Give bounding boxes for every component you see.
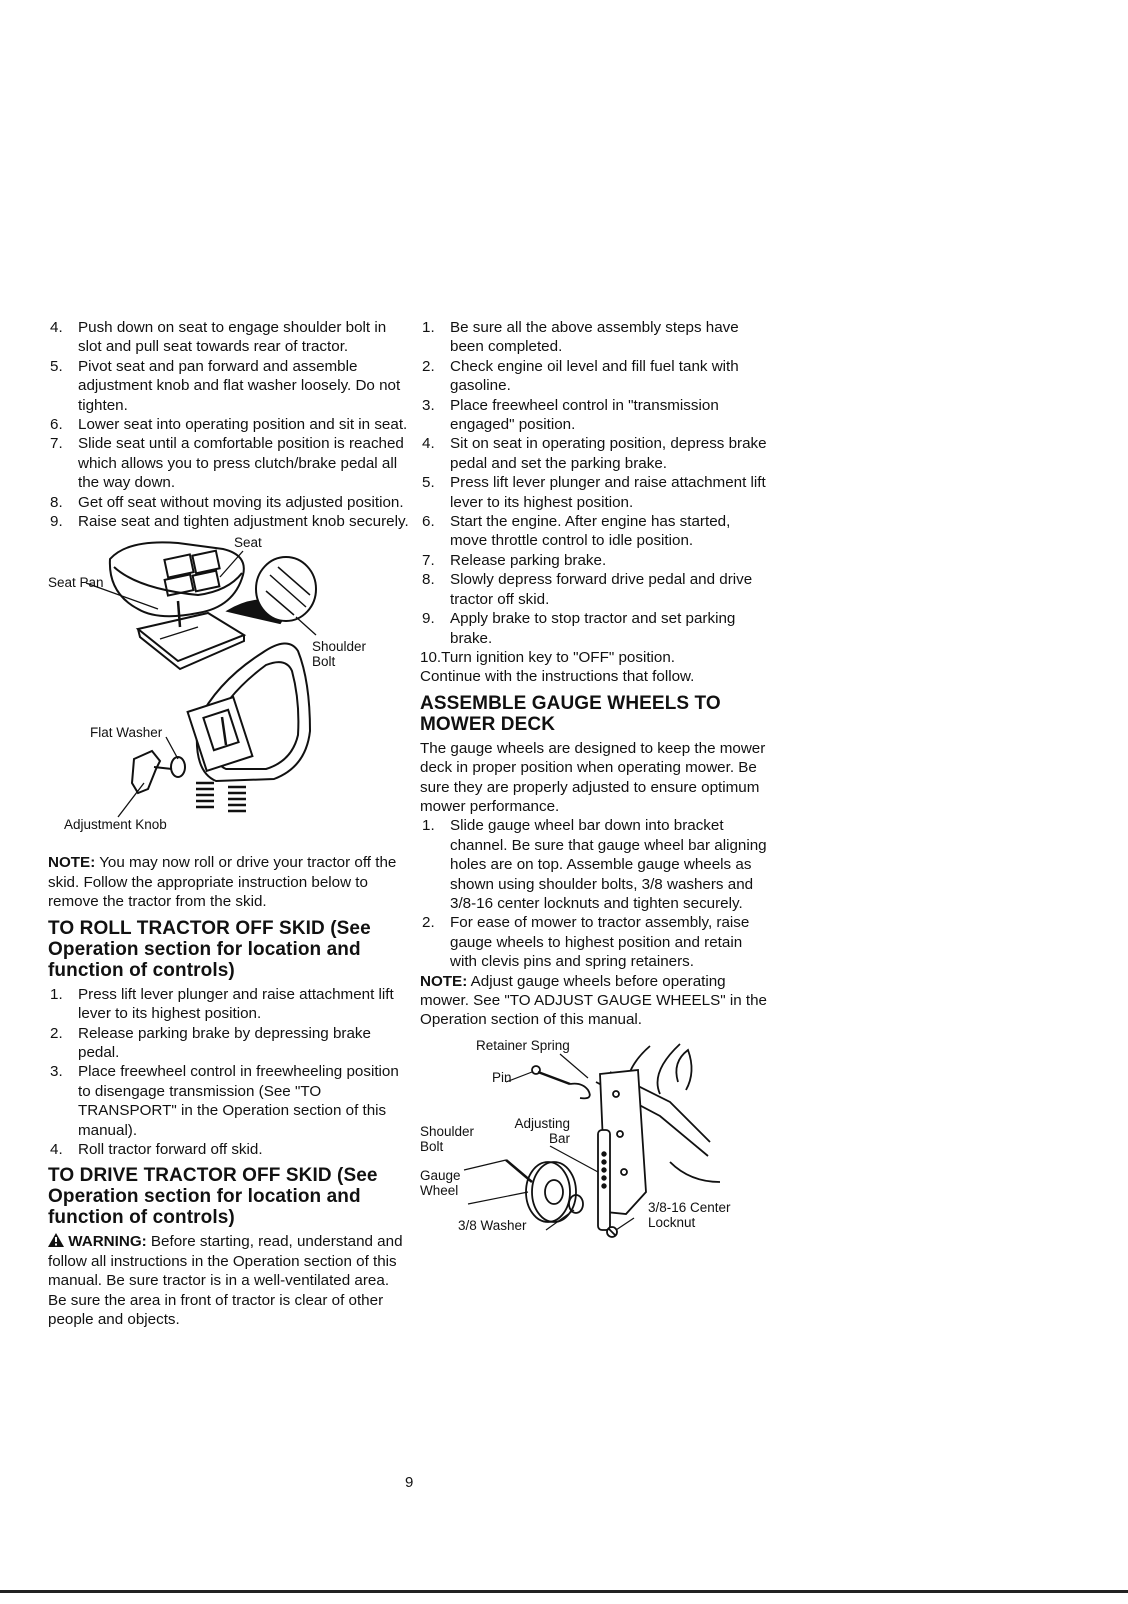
page-number: 9 [405,1474,414,1491]
center-locknut-label: 3/8-16 Center Locknut [648,1199,731,1230]
gauge-steps-list [420,816,770,971]
drive-steps-list [420,318,770,648]
shoulder-bolt-label: Shoulder Bolt [312,639,367,670]
right-column [420,318,770,1252]
left-column [48,318,410,1329]
note-paragraph: NOTE: You may now roll or drive your tractor off the skid. Follow the appropriate instruction below to remove the tractor from the skid. [48,854,397,911]
shoulder-bolt-label: Shoulder Bolt [420,1123,475,1154]
list-item: 8. Get off seat without moving its adjusted position. [50,493,404,511]
retainer-spring-label: Retainer Spring [476,1037,570,1053]
step-10: 10.Turn ignition key to "OFF" position. [420,648,676,666]
list-item: 1. Be sure all the above assembly steps have been completed. [422,319,739,356]
list-item: 4. Roll tractor forward off skid. [50,1140,263,1158]
roll-steps-list [48,985,410,1160]
gauge-wheel-label: Gauge Wheel [420,1167,461,1198]
list-item: 2. Check engine oil level and fill fuel tank with gasoline. [422,357,739,395]
seat-steps-list [48,318,410,531]
seat-pan-label: Seat Pan [48,575,104,591]
warning-triangle-icon [48,1233,64,1247]
flat-washer-label: Flat Washer [90,725,163,741]
footer-rule [0,1590,1128,1593]
adjustment-knob-label: Adjustment Knob [64,817,167,833]
list-item: 3. Place freewheel control in freewheeling position to disengage transmission (See "TO TRANSPORT" in the Operation section of this manual). [50,1063,399,1139]
list-item: 4. Push down on seat to engage shoulder bolt in slot and pull seat towards rear of tractor. [50,319,387,356]
gauge-wheel-figure [420,1037,770,1252]
gauge-note: NOTE: Adjust gauge wheels before operating mower. See "TO ADJUST GAUGE WHEELS" in the Operation section of this manual. [420,972,767,1029]
list-item: 3. Place freewheel control in "transmission engaged" position. [422,396,719,434]
adjusting-bar-label: Adjusting Bar [514,1115,570,1146]
seat-assembly-figure [48,531,410,853]
warning-paragraph: WARNING: Before starting, read, understand and follow all instructions in the Operation section of this manual. Be sure tractor is in a well-ventilated area. Be sure the area in front of tractor is clear of other people and objects. [48,1233,403,1328]
washer-label: 3/8 Washer [458,1217,527,1233]
pin-label: Pin [492,1069,512,1085]
seat-label: Seat [234,535,262,551]
list-item: 7. Release parking brake. [422,551,607,569]
list-item: 6. Start the engine. After engine has started, move throttle control to idle position. [422,513,731,550]
list-item: 1. Press lift lever plunger and raise attachment lift lever to its highest position. [50,985,394,1023]
list-item: 2. Release parking brake by depressing brake pedal. [50,1024,371,1061]
list-item: 6. Lower seat into operating position and sit in seat. [50,416,408,434]
list-item: 9. Apply brake to stop tractor and set parking brake. [422,610,736,647]
list-item: 5. Pivot seat and pan forward and assemble adjustment knob and flat washer loosely. Do not tighten. [50,357,401,414]
list-item: 8. Slowly depress forward drive pedal and drive tractor off skid. [422,571,753,608]
list-item: 1. Slide gauge wheel bar down into bracket channel. Be sure that gauge wheel bar aligning holes are on top. Assemble gauge wheels as shown using shoulder bolts, 3/8 washers and 3/8-16 center locknuts and tighten securely. [422,817,767,912]
gauge-intro: The gauge wheels are designed to keep the mower deck in proper position when operating mower. Be sure they are properly adjusted to ensure optimum mower performance. [420,739,766,815]
list-item: 7. Slide seat until a comfortable position is reached which allows you to press clutch/brake pedal all the way down. [50,435,404,492]
list-item: 5. Press lift lever plunger and raise attachment lift lever to its highest position. [422,474,766,511]
roll-tractor-heading: TO ROLL TRACTOR OFF SKID (See Operation section for location and function of controls) [48,917,371,981]
continue-text: Continue with the instructions that follow. [420,668,695,686]
gauge-wheels-heading: ASSEMBLE GAUGE WHEELS TO MOWER DECK [420,692,721,735]
drive-tractor-heading: TO DRIVE TRACTOR OFF SKID (See Operation section for location and function of controls) [48,1165,378,1229]
list-item: 2. For ease of mower to tractor assembly, raise gauge wheels to highest position and retain with clevis pins and spring retainers. [422,914,750,971]
list-item: 9. Raise seat and tighten adjustment knob securely. [50,513,409,531]
list-item: 4. Sit on seat in operating position, depress brake pedal and set the parking brake. [422,435,767,472]
